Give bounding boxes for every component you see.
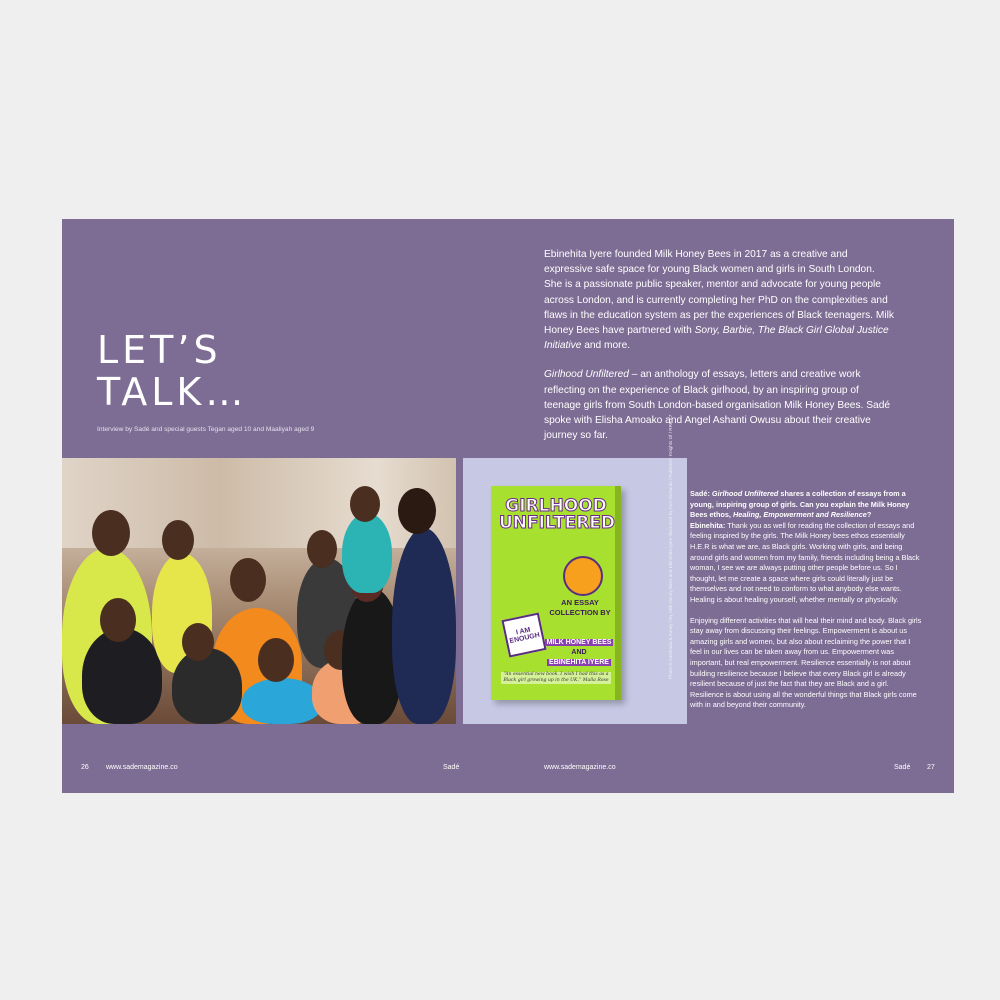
title-line-2: TALK… [97, 370, 248, 414]
page-title [97, 329, 247, 413]
photo-person-head [350, 486, 380, 522]
magazine-spread [62, 219, 954, 793]
footer-page-number-right: 27 [927, 764, 935, 771]
footer-url-left[interactable]: www.sademagazine.co [106, 764, 178, 771]
photo-person-head [162, 520, 194, 560]
photo-person-head [398, 488, 436, 534]
footer-magazine-left: Sadé [443, 764, 460, 771]
intro-paragraph-2: Girlhood Unfiltered – an anthology of essays, letters and creative work reflecting on the experience of Black girlhood, by an inspiring group of teenage girls from South London-based organisation Milk Honey Bees. Sadé spoke with Elisha Amoako and Angel Ashanti Owusu about their creative journey so far. [544, 369, 891, 442]
interview-answer-paragraph: Enjoying different activities that will heal their mind and body. Black girls stay away from discussing their feelings. Empowerment is about us amazing girls and women, but also about reclaiming the power that I feel in our lives can be taken away from us. Empowerment was important, but real empowerment. Resilience essentially is not about building resilience because I believe that every Black girl is already resilient because of just the fact that they are Black and a girl. Resilience is about using all the wonderful things that Black girls come with in and beyond their community. [690, 615, 922, 710]
photo-person-head [307, 530, 337, 568]
book-quote: “An essential new book. I wish I had this as a Black girl growing up in the UK.” Malla Rose [501, 672, 611, 684]
photo-person-head [230, 558, 266, 602]
group-photo [62, 458, 456, 724]
photo-person-head [92, 510, 130, 556]
book-cover-panel [463, 458, 687, 724]
interview-question: Sadé: Girlhood Unfiltered shares a collection of essays from a young, inspiring group of girls. Can you explain the Milk Honey Bees ethos, Healing, Empowerment and Resilience? Ebinehita: Thank you as well for reading the collection of essays and feeling inspired by the girls. The Milk Honey bees ethos essentially H.E.R is what we are, as Black girls. Working with girls, and being around girls and women from my family, friends including being a Black woman, I see we are always putting other people before us. So I thought, let me create a space where girls could literally just be themselves and not need to conform to what anybody else wants. Healing is about healing yourself, whether mentally or physically. [690, 489, 920, 604]
photo-credit: Photo © AasiFaria & Anney / By Milk Honey Bees and Ebinehita Iyere Illustrated by Ken Richards / Publisher: Knights Of / RRP £7 [668, 414, 673, 679]
footer-page-number-left: 26 [81, 764, 89, 771]
intro-paragraph-1: Ebinehita Iyere founded Milk Honey Bees in 2017 as a creative and expressive safe space for young Black women and girls in South London. She is a passionate public speaker, mentor and advocate for young people across London, and is currently completing her PhD on the complexities and flaws in the education system as per the experiences of Black teenagers. Milk Honey Bees have partnered with Sony, Barbie, The Black Girl Global Justice Initiative and more. [544, 249, 894, 352]
intro-text [544, 247, 894, 457]
title-line-1: LET’S [97, 328, 222, 372]
interview-text [690, 489, 922, 721]
photo-person [82, 628, 162, 724]
footer-magazine-right: Sadé [894, 764, 911, 771]
photo-person-head [258, 638, 294, 682]
photo-person-head [100, 598, 136, 642]
photo-person [342, 513, 392, 593]
book-title: GIRLHOOD UNFILTERED [499, 496, 616, 533]
photo-person [172, 648, 242, 724]
book-subtitle: AN ESSAY COLLECTION BY [549, 598, 611, 617]
photo-person [392, 528, 456, 724]
book-cover [491, 486, 621, 700]
book-badge: I AM ENOUGH [501, 612, 546, 657]
photo-person-head [182, 623, 214, 661]
book-sticker-icon [563, 556, 603, 596]
footer-url-right[interactable]: www.sademagazine.co [544, 764, 616, 771]
book-authors: MILK HONEY BEES AND EBINEHITA IYERE [546, 639, 612, 666]
book-spine [615, 486, 621, 700]
byline: Interview by Sadé and special guests Tegan aged 10 and Maaliyah aged 9 [97, 426, 315, 433]
photo-person [242, 678, 322, 724]
